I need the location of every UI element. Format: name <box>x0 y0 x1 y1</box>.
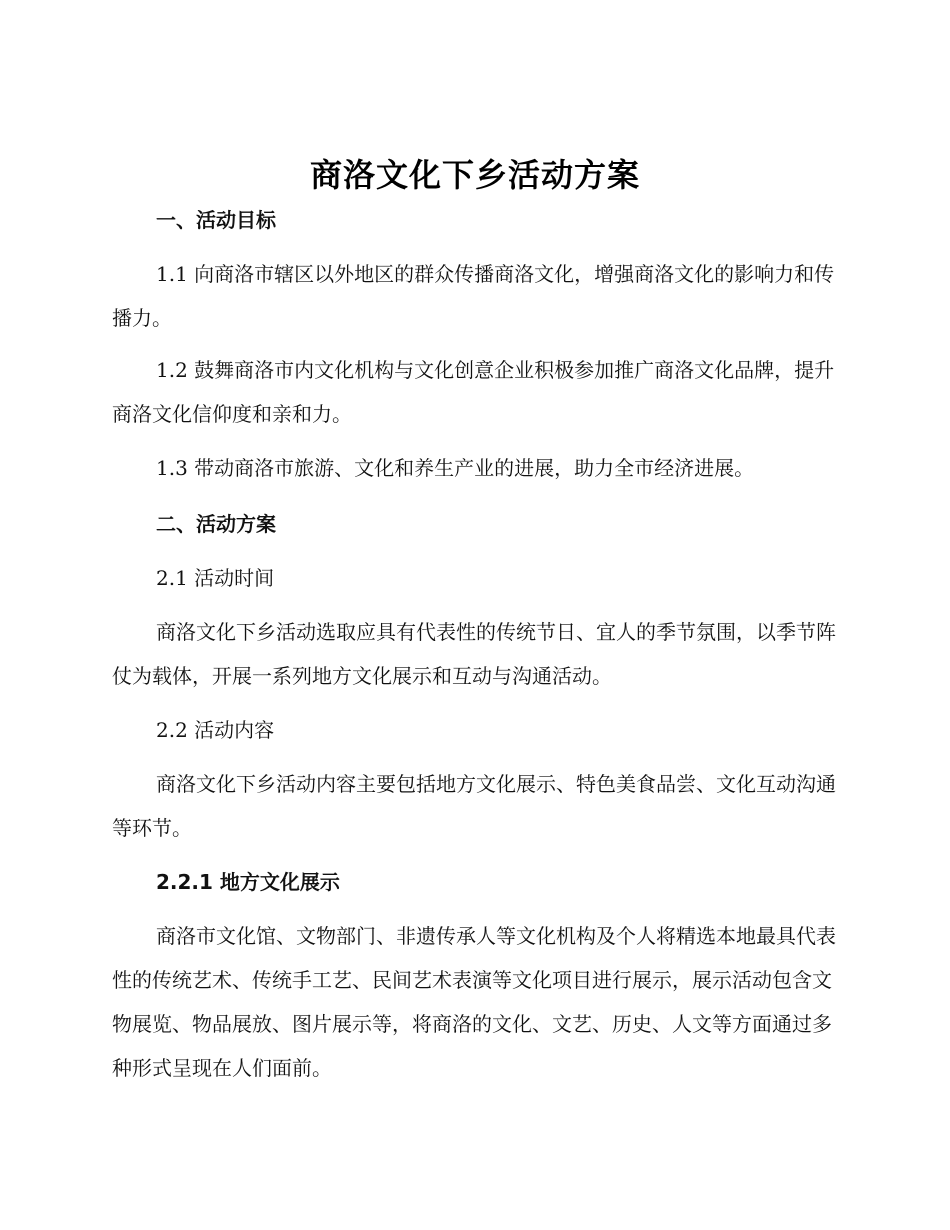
section-heading-goals: 一、活动目标 <box>156 208 276 232</box>
paragraph-goal-1-2: 1.2 鼓舞商洛市内文化机构与文化创意企业积极参加推广商洛文化品牌，提升商洛文化信仰度和亲和力。 <box>112 358 835 426</box>
subheading-content: 2.2 活动内容 <box>156 718 275 742</box>
paragraph-goal-1-1: 1.1 向商洛市辖区以外地区的群众传播商洛文化，增强商洛文化的影响力和传播力。 <box>112 262 835 330</box>
subheading-local-culture: 2.2.1 地方文化展示 <box>156 870 340 894</box>
document-title: 商洛文化下乡活动方案 <box>309 156 640 194</box>
paragraph-local-culture: 商洛市文化馆、文物部门、非遗传承人等文化机构及个人将精选本地最具代表性的传统艺术、传统手工艺、民间艺术表演等文化项目进行展示，展示活动包含文物展览、物品展放、图片展示等，将商洛的文化、文艺、历史、人文等方面通过多种形式呈现在人们面前。 <box>112 924 836 1080</box>
subheading-time: 2.1 活动时间 <box>156 566 275 590</box>
paragraph-goal-1-3: 1.3 带动商洛市旅游、文化和养生产业的进展，助力全市经济进展。 <box>156 456 755 480</box>
paragraph-content: 商洛文化下乡活动内容主要包括地方文化展示、特色美食品尝、文化互动沟通等环节。 <box>112 772 836 840</box>
section-heading-plan: 二、活动方案 <box>156 512 276 536</box>
paragraph-time: 商洛文化下乡活动选取应具有代表性的传统节日、宜人的季节氛围，以季节阵仗为载体，开展一系列地方文化展示和互动与沟通活动。 <box>112 620 836 688</box>
